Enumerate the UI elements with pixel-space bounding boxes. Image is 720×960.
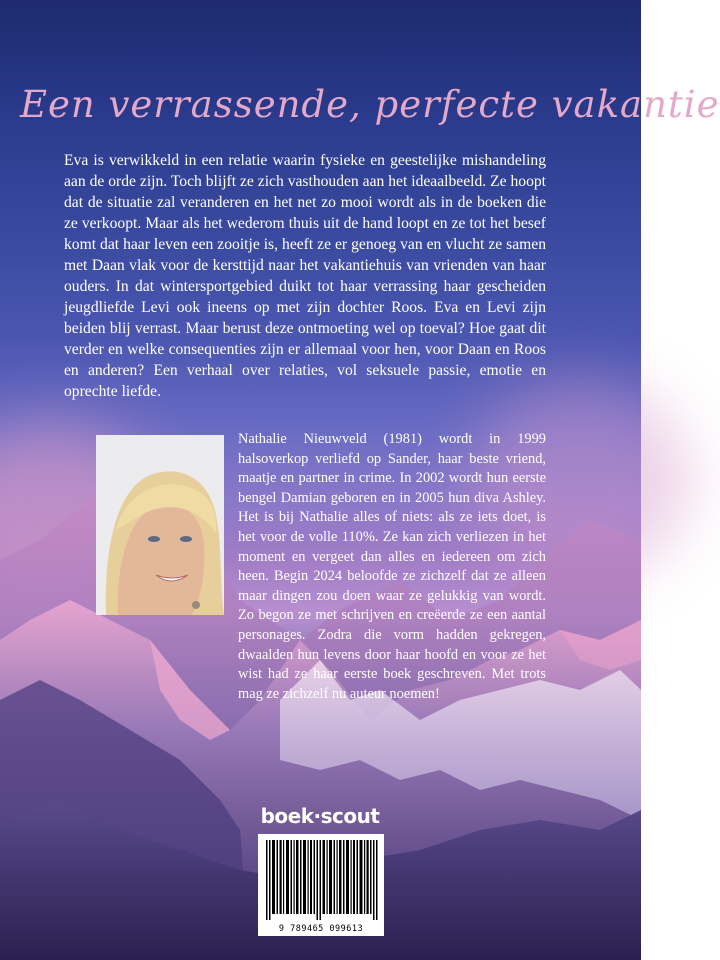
isbn-barcode [258,834,384,936]
cover-title: Een verrassende, perfecte vakantie [20,82,720,126]
author-bio: Nathalie Nieuwveld (1981) wordt in 1999 halsoverkop verliefd op Sander, haar beste vriend, maatje en partner in crime. In 2002 wordt hun eerste bengel Damian geboren en in 2005 hun diva Ashley. Het is bij Nathalie alles of niets: als ze iets doet, is het voor de volle 110%. Ze kan zich verliezen in het moment en vergeet dan alles en iedereen om zich heen. Begin 2024 beloofde ze zichzelf dat ze alleen maar dingen zou doen waar ze gelukkig van wordt. Zo begon ze met schrijven en creëerde ze een aantal personages. Zodra die vorm hadden gekregen, dwaalden hun levens door haar hoofd en voor ze het wist had ze haar eerste boek geschreven. Met trots mag ze zichzelf nu auteur noemen! [238,431,546,702]
isbn-number: 9 789465 099613 [278,924,364,934]
author-portrait-image [96,435,224,615]
barcode-bars [266,840,378,920]
book-blurb: Eva is verwikkeld in een relatie waarin fysieke en geestelijke mishandeling aan de orde zijn. Toch blijft ze zich vasthouden aan het ideaalbeeld. Ze hoopt dat de situatie zal veranderen en het net zo mooi wordt als in de boeken die ze verkoopt. Maar als het wederom thuis uit de hand loopt en ze tot het besef komt dat haar leven een zooitje is, heeft ze er genoeg van en vlucht ze samen met Daan vlak voor de kersttijd naar het vakantiehuis van vrienden van haar ouders. In dat wintersportgebied duikt tot haar verrassing haar gescheiden jeugdliefde Levi ook ineens op met zijn dochter Roos. Eva en Levi zijn beiden blij verrast. Maar berust deze ontmoeting wel op toeval? Hoe gaat dit verder en welke consequenties zijn er allemaal voor hen, voor Daan en Roos en anderen? Een verhaal over relaties, vol seksuele passie, emotie en oprechte liefde. [64,152,546,400]
author-photo [96,435,224,615]
publisher-logo: boek·scout [260,804,380,828]
